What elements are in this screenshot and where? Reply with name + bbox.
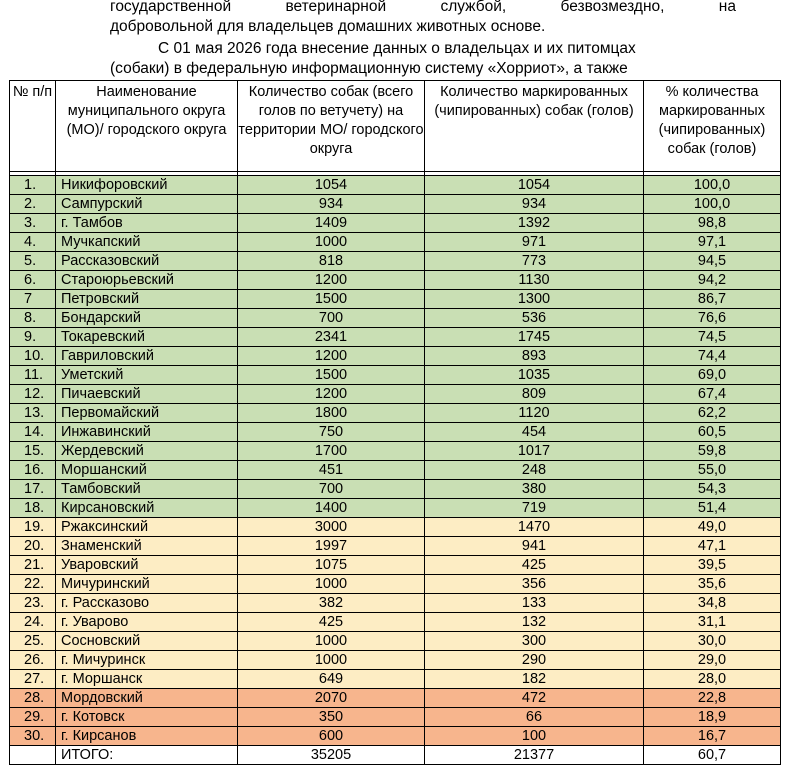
row-total-dogs: 600 xyxy=(238,727,425,746)
row-total-dogs: 700 xyxy=(238,480,425,499)
row-district: Бондарский xyxy=(56,309,238,328)
row-district: г. Рассказово xyxy=(56,594,238,613)
table-row xyxy=(10,385,781,404)
total-label: ИТОГО: xyxy=(56,746,238,765)
row-marked-percent: 74,5 xyxy=(644,328,781,347)
row-marked-dogs: 100 xyxy=(425,727,644,746)
row-number: 13. xyxy=(10,404,56,423)
row-marked-percent: 18,9 xyxy=(644,708,781,727)
row-marked-percent: 51,4 xyxy=(644,499,781,518)
table-row xyxy=(10,651,781,670)
row-district: Никифоровский xyxy=(56,176,238,195)
row-marked-dogs: 971 xyxy=(425,233,644,252)
table-row xyxy=(10,708,781,727)
row-marked-dogs: 133 xyxy=(425,594,644,613)
row-marked-dogs: 1745 xyxy=(425,328,644,347)
row-marked-dogs: 773 xyxy=(425,252,644,271)
row-marked-percent: 54,3 xyxy=(644,480,781,499)
row-district: Токаревский xyxy=(56,328,238,347)
intro-word: ветеринарной xyxy=(285,0,387,15)
intro-word: государственной xyxy=(110,0,232,15)
intro-word: безвозмездно, xyxy=(560,0,665,15)
row-total-dogs: 1200 xyxy=(238,271,425,290)
row-marked-percent: 60,5 xyxy=(644,423,781,442)
row-total-dogs: 1000 xyxy=(238,651,425,670)
row-total-dogs: 818 xyxy=(238,252,425,271)
row-number: 17. xyxy=(10,480,56,499)
row-marked-dogs: 290 xyxy=(425,651,644,670)
row-district: Первомайский xyxy=(56,404,238,423)
row-number: 30. xyxy=(10,727,56,746)
row-district: Моршанский xyxy=(56,461,238,480)
row-district: Гавриловский xyxy=(56,347,238,366)
row-total-dogs: 382 xyxy=(238,594,425,613)
row-marked-percent: 30,0 xyxy=(644,632,781,651)
row-marked-percent: 29,0 xyxy=(644,651,781,670)
row-marked-dogs: 182 xyxy=(425,670,644,689)
row-marked-percent: 100,0 xyxy=(644,195,781,214)
row-number: 22. xyxy=(10,575,56,594)
row-total-dogs: 3000 xyxy=(238,518,425,537)
table-row xyxy=(10,480,781,499)
row-marked-percent: 35,6 xyxy=(644,575,781,594)
row-number: 25. xyxy=(10,632,56,651)
row-total-dogs: 1700 xyxy=(238,442,425,461)
row-district: г. Котовск xyxy=(56,708,238,727)
row-marked-dogs: 934 xyxy=(425,195,644,214)
row-total-dogs: 1200 xyxy=(238,385,425,404)
table-row xyxy=(10,195,781,214)
row-district: Сосновский xyxy=(56,632,238,651)
table-row xyxy=(10,290,781,309)
row-marked-dogs: 536 xyxy=(425,309,644,328)
table-header-row xyxy=(10,81,781,172)
row-marked-dogs: 472 xyxy=(425,689,644,708)
row-marked-dogs: 1300 xyxy=(425,290,644,309)
row-marked-dogs: 132 xyxy=(425,613,644,632)
row-district: Тамбовский xyxy=(56,480,238,499)
row-marked-percent: 94,2 xyxy=(644,271,781,290)
row-district: г. Уварово xyxy=(56,613,238,632)
row-number: 20. xyxy=(10,537,56,556)
row-number: 18. xyxy=(10,499,56,518)
row-marked-percent: 22,8 xyxy=(644,689,781,708)
row-marked-percent: 28,0 xyxy=(644,670,781,689)
row-number: 6. xyxy=(10,271,56,290)
row-number: 28. xyxy=(10,689,56,708)
row-marked-dogs: 893 xyxy=(425,347,644,366)
row-number: 4. xyxy=(10,233,56,252)
row-number: 9. xyxy=(10,328,56,347)
row-total-dogs: 1500 xyxy=(238,366,425,385)
row-district: Уметский xyxy=(56,366,238,385)
row-marked-percent: 31,1 xyxy=(644,613,781,632)
table-row xyxy=(10,233,781,252)
row-number: 15. xyxy=(10,442,56,461)
row-total-dogs: 1200 xyxy=(238,347,425,366)
row-marked-dogs: 454 xyxy=(425,423,644,442)
row-number: 27. xyxy=(10,670,56,689)
row-district: Мордовский xyxy=(56,689,238,708)
row-marked-percent: 97,1 xyxy=(644,233,781,252)
row-marked-dogs: 719 xyxy=(425,499,644,518)
intro-word: службой, xyxy=(440,0,507,15)
row-marked-dogs: 1470 xyxy=(425,518,644,537)
row-marked-percent: 74,4 xyxy=(644,347,781,366)
row-marked-percent: 69,0 xyxy=(644,366,781,385)
row-marked-dogs: 1120 xyxy=(425,404,644,423)
row-district: Пичаевский xyxy=(56,385,238,404)
row-total-dogs: 1800 xyxy=(238,404,425,423)
row-marked-percent: 55,0 xyxy=(644,461,781,480)
table-row xyxy=(10,670,781,689)
header-total-dogs: Количество собак (всего голов по ветучету) на территории МО/ городского округа xyxy=(238,81,425,172)
table-row xyxy=(10,575,781,594)
row-district: Рассказовский xyxy=(56,252,238,271)
row-district: г. Тамбов xyxy=(56,214,238,233)
row-number: 3. xyxy=(10,214,56,233)
table-row xyxy=(10,613,781,632)
row-total-dogs: 1054 xyxy=(238,176,425,195)
row-total-dogs: 1000 xyxy=(238,575,425,594)
table-row xyxy=(10,556,781,575)
row-district: Сампурский xyxy=(56,195,238,214)
table-row xyxy=(10,499,781,518)
row-marked-percent: 67,4 xyxy=(644,385,781,404)
row-marked-percent: 49,0 xyxy=(644,518,781,537)
intro-line-3: С 01 мая 2026 года внесение данных о владельцах и их питомцах xyxy=(158,40,636,57)
row-marked-dogs: 66 xyxy=(425,708,644,727)
row-marked-percent: 100,0 xyxy=(644,176,781,195)
row-total-dogs: 2070 xyxy=(238,689,425,708)
row-number: 21. xyxy=(10,556,56,575)
table-row xyxy=(10,461,781,480)
total-marked-sum: 21377 xyxy=(425,746,644,765)
row-total-dogs: 1075 xyxy=(238,556,425,575)
table-row xyxy=(10,347,781,366)
row-marked-dogs: 356 xyxy=(425,575,644,594)
row-number: 19. xyxy=(10,518,56,537)
row-total-dogs: 1000 xyxy=(238,233,425,252)
row-number: 2. xyxy=(10,195,56,214)
header-district: Наименование муниципального округа (МО)/ городского округа xyxy=(56,81,238,172)
row-district: г. Кирсанов xyxy=(56,727,238,746)
table-row xyxy=(10,309,781,328)
row-marked-percent: 98,8 xyxy=(644,214,781,233)
row-marked-dogs: 1130 xyxy=(425,271,644,290)
row-district: Кирсановский xyxy=(56,499,238,518)
row-number: 14. xyxy=(10,423,56,442)
row-district: Уваровский xyxy=(56,556,238,575)
row-marked-percent: 76,6 xyxy=(644,309,781,328)
row-marked-dogs: 1392 xyxy=(425,214,644,233)
table-row xyxy=(10,404,781,423)
row-number: 8. xyxy=(10,309,56,328)
row-district: Знаменский xyxy=(56,537,238,556)
row-number: 5. xyxy=(10,252,56,271)
row-district: Ржаксинский xyxy=(56,518,238,537)
row-number: 29. xyxy=(10,708,56,727)
header-number: № п/п xyxy=(10,81,56,172)
table-total-row xyxy=(10,746,781,765)
row-total-dogs: 451 xyxy=(238,461,425,480)
row-marked-dogs: 300 xyxy=(425,632,644,651)
table-row xyxy=(10,442,781,461)
row-district: Староюрьевский xyxy=(56,271,238,290)
table-row xyxy=(10,594,781,613)
table-row xyxy=(10,727,781,746)
row-district: Жердевский xyxy=(56,442,238,461)
row-total-dogs: 750 xyxy=(238,423,425,442)
row-number: 10. xyxy=(10,347,56,366)
row-marked-percent: 34,8 xyxy=(644,594,781,613)
row-marked-percent: 62,2 xyxy=(644,404,781,423)
table-row xyxy=(10,423,781,442)
row-number: 16. xyxy=(10,461,56,480)
row-district: Инжавинский xyxy=(56,423,238,442)
row-total-dogs: 1997 xyxy=(238,537,425,556)
total-marked-percent: 60,7 xyxy=(644,746,781,765)
row-marked-dogs: 941 xyxy=(425,537,644,556)
intro-line-2: добровольной для владельцев домашних животных основе. xyxy=(110,18,546,35)
row-district: г. Моршанск xyxy=(56,670,238,689)
row-marked-dogs: 248 xyxy=(425,461,644,480)
intro-line-1 xyxy=(110,0,736,17)
header-marked-percent: % количества маркированных (чипированных) собак (голов) xyxy=(644,81,781,172)
row-total-dogs: 1409 xyxy=(238,214,425,233)
row-marked-dogs: 809 xyxy=(425,385,644,404)
row-number: 26. xyxy=(10,651,56,670)
row-marked-percent: 86,7 xyxy=(644,290,781,309)
row-number: 7 xyxy=(10,290,56,309)
row-total-dogs: 2341 xyxy=(238,328,425,347)
table-row xyxy=(10,328,781,347)
table-row xyxy=(10,518,781,537)
row-marked-dogs: 1035 xyxy=(425,366,644,385)
row-marked-percent: 47,1 xyxy=(644,537,781,556)
row-total-dogs: 1000 xyxy=(238,632,425,651)
row-marked-dogs: 1017 xyxy=(425,442,644,461)
row-total-dogs: 350 xyxy=(238,708,425,727)
row-marked-percent: 16,7 xyxy=(644,727,781,746)
table-row xyxy=(10,214,781,233)
table-row xyxy=(10,366,781,385)
row-district: Петровский xyxy=(56,290,238,309)
row-marked-dogs: 425 xyxy=(425,556,644,575)
row-number: 1. xyxy=(10,176,56,195)
row-marked-percent: 94,5 xyxy=(644,252,781,271)
table-row xyxy=(10,271,781,290)
row-total-dogs: 425 xyxy=(238,613,425,632)
row-total-dogs: 649 xyxy=(238,670,425,689)
intro-text xyxy=(110,0,736,79)
row-total-dogs: 934 xyxy=(238,195,425,214)
row-total-dogs: 700 xyxy=(238,309,425,328)
total-number-cell xyxy=(10,746,56,765)
row-marked-dogs: 380 xyxy=(425,480,644,499)
total-dogs-sum: 35205 xyxy=(238,746,425,765)
row-number: 24. xyxy=(10,613,56,632)
row-marked-percent: 39,5 xyxy=(644,556,781,575)
intro-line-4: (собаки) в федеральную информационную систему «Хорриот», а также xyxy=(110,60,628,77)
table-row xyxy=(10,632,781,651)
row-total-dogs: 1500 xyxy=(238,290,425,309)
table-row xyxy=(10,689,781,708)
row-number: 12. xyxy=(10,385,56,404)
intro-word: на xyxy=(718,0,736,15)
row-marked-dogs: 1054 xyxy=(425,176,644,195)
table-row xyxy=(10,176,781,195)
row-district: Мичуринский xyxy=(56,575,238,594)
row-district: г. Мичуринск xyxy=(56,651,238,670)
row-number: 11. xyxy=(10,366,56,385)
row-total-dogs: 1400 xyxy=(238,499,425,518)
table-row xyxy=(10,252,781,271)
row-district: Мучкапский xyxy=(56,233,238,252)
header-marked-dogs: Количество маркированных (чипированных) собак (голов) xyxy=(425,81,644,172)
dog-chipping-table xyxy=(9,80,781,765)
table-row xyxy=(10,537,781,556)
row-marked-percent: 59,8 xyxy=(644,442,781,461)
row-number: 23. xyxy=(10,594,56,613)
